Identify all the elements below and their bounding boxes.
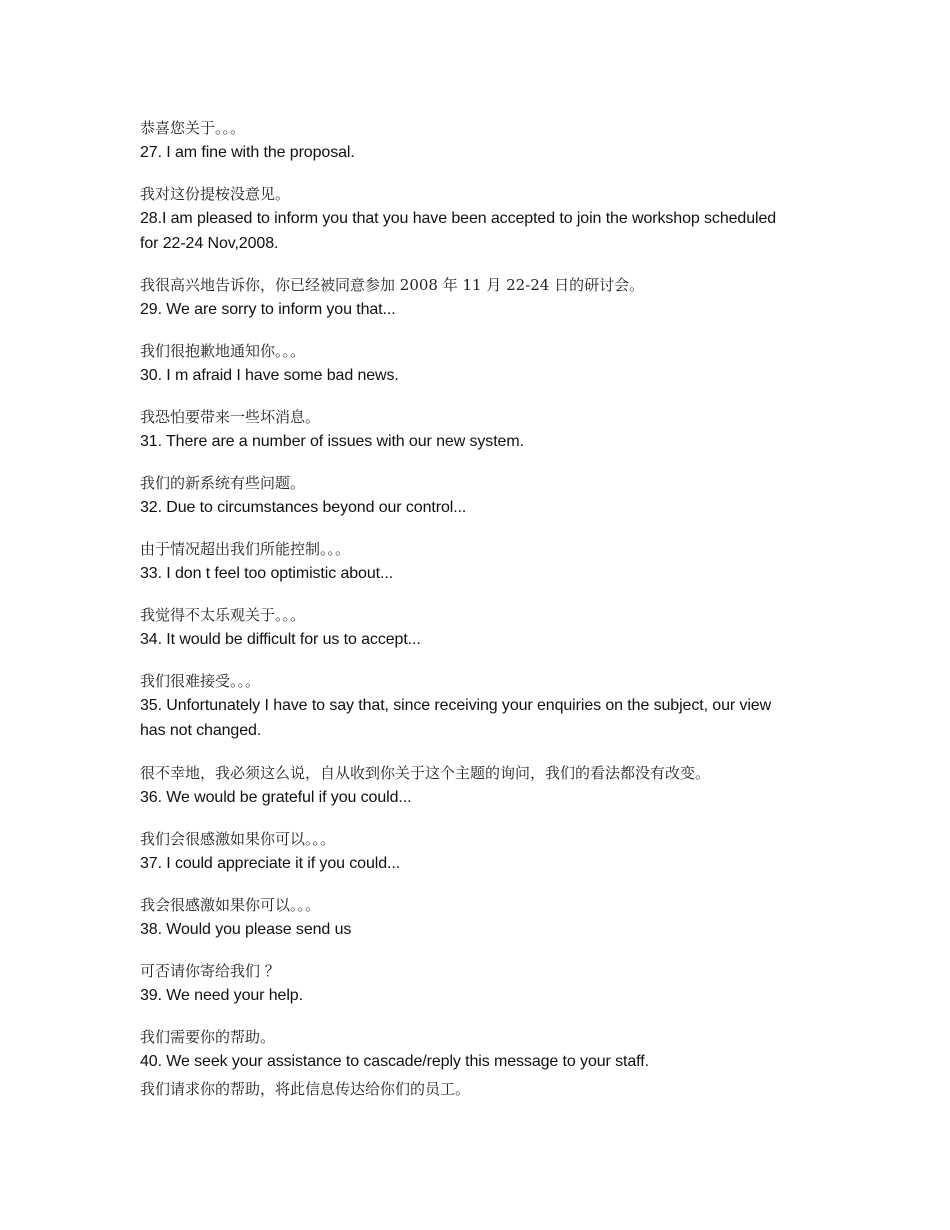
text-line-zh: 由于情况超出我们所能控制。。。 bbox=[140, 540, 351, 558]
text-line-zh: 我们的新系统有些问题。 bbox=[140, 474, 306, 492]
text-line-en: 37. I could appreciate it if you could... bbox=[140, 855, 401, 872]
text-line-zh: 我们请求你的帮助，将此信息传达给你们的员工。 bbox=[140, 1080, 471, 1098]
text-line-zh: 我会很感激如果你可以。。。 bbox=[140, 896, 321, 914]
text-line-zh: 我对这份提桉没意见。 bbox=[140, 185, 291, 203]
text-line-en: 39. We need your help. bbox=[140, 987, 303, 1004]
text-line-en: 32. Due to circumstances beyond our control... bbox=[140, 499, 467, 516]
text-line-zh: 我们需要你的帮助。 bbox=[140, 1028, 276, 1046]
text-line-zh: 我们会很感激如果你可以。。。 bbox=[140, 830, 336, 848]
text-line-zh: 很不幸地，我必须这么说，自从收到你关于这个主题的询问，我们的看法都没有改变。 bbox=[140, 764, 711, 782]
text-line-zh: 我很高兴地告诉你，你已经被同意参加 2008 年 11 月 22-24 日的研讨会。 bbox=[140, 276, 645, 294]
text-line-zh: 我们很抱歉地通知你。。。 bbox=[140, 342, 306, 360]
text-line-zh: 可否请你寄给我们 ？ bbox=[140, 962, 280, 980]
text-line-en: 34. It would be difficult for us to accept... bbox=[140, 631, 421, 648]
text-line-zh: 恭喜您关于。。。 bbox=[140, 119, 246, 137]
text-line-zh: 我觉得不太乐观关于。。。 bbox=[140, 606, 306, 624]
text-line-en: for 22-24 Nov,2008. bbox=[140, 235, 279, 252]
text-line-en: 28.I am pleased to inform you that you have been accepted to join the workshop scheduled bbox=[140, 210, 777, 227]
text-line-en: 38. Would you please send us bbox=[140, 921, 352, 938]
text-line-en: 35. Unfortunately I have to say that, since receiving your enquiries on the subject, our view bbox=[140, 697, 772, 714]
text-line-en: 31. There are a number of issues with our new system. bbox=[140, 433, 524, 450]
text-line-en: 40. We seek your assistance to cascade/reply this message to your staff. bbox=[140, 1053, 649, 1070]
text-line-zh: 我们很难接受。。。 bbox=[140, 672, 261, 690]
text-line-zh: 我恐怕要带来一些坏消息。 bbox=[140, 408, 321, 426]
text-line-en: 27. I am fine with the proposal. bbox=[140, 144, 355, 161]
text-line-en: 33. I don t feel too optimistic about... bbox=[140, 565, 394, 582]
text-line-en: 29. We are sorry to inform you that... bbox=[140, 301, 396, 318]
text-line-en: 36. We would be grateful if you could... bbox=[140, 789, 412, 806]
text-line-en: 30. I m afraid I have some bad news. bbox=[140, 367, 399, 384]
text-line-en: has not changed. bbox=[140, 722, 262, 739]
